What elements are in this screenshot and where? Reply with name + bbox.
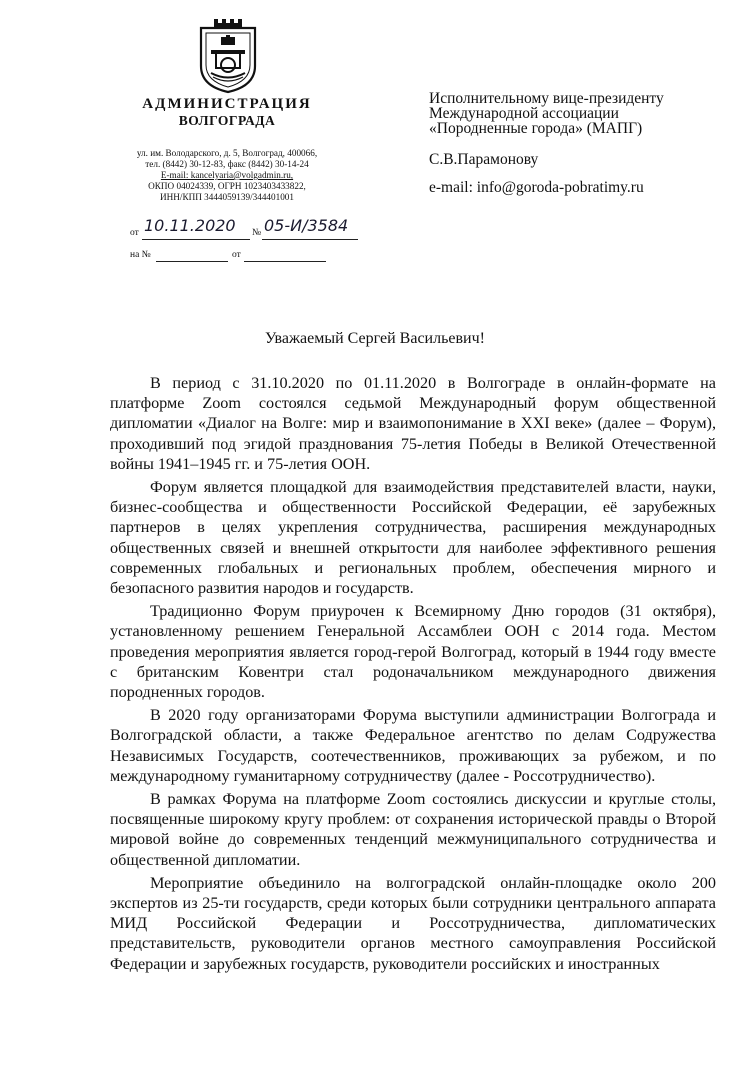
reply-reference	[130, 250, 350, 266]
paragraph: В 2020 году организаторами Форума выступили администрации Волгограда и Волгоградской области, а также Федеральное агентство по делам Содружества Независимых Государств, соотечественников, проживающих за рубежом, и по международному гуманитарному сотрудничеству (далее - Россотрудничество).	[110, 706, 716, 785]
reply-number-prefix: на №	[130, 250, 151, 260]
recipient-name: С.В.Парамонову	[429, 151, 539, 168]
inn-kpp-line: ИНН/КПП 3444059139/344401001	[160, 192, 294, 202]
coat-of-arms-emblem	[197, 16, 259, 94]
number-underline	[262, 239, 358, 240]
recipient-org-line: Международной ассоциации	[429, 105, 619, 122]
reply-date-prefix: от	[232, 250, 241, 260]
recipient-org-name: «Породненные города» (МАПГ)	[429, 120, 643, 137]
org-email-line: E-mail: kancelyaria@volgadmin.ru,	[160, 170, 294, 180]
letter-body	[110, 373, 716, 977]
outgoing-reference	[130, 218, 370, 242]
phone-fax-line: тел. (8442) 30-12-83, факс (8442) 30-14-24	[145, 159, 309, 169]
reply-number-underline	[156, 261, 228, 262]
date-underline	[142, 239, 250, 240]
paragraph: Традиционно Форум приурочен к Всемирному Дню городов (31 октября), установленному решением Генеральной Ассамблеи ООН с 2014 года. Местом проведения мероприятия является город-герой Волгоград, который в 1944 году вместе с британским Ковентри стал родоначальником международного движения породненных городов.	[110, 602, 716, 702]
okpo-ogrn-line: ОКПО 04024339, ОГРН 1023403433822,	[148, 181, 306, 191]
org-name-line2: ВОЛГОГРАДА	[178, 113, 276, 128]
handwritten-number: 05-И/3584	[264, 216, 349, 235]
address-line: ул. им. Володарского, д. 5, Волгоград, 400066,	[136, 148, 318, 158]
number-prefix: №	[252, 228, 262, 238]
date-prefix: от	[130, 228, 139, 238]
recipient-email: e-mail: info@goroda-pobratimy.ru	[429, 179, 644, 196]
paragraph: Форум является площадкой для взаимодействия представителей власти, науки, бизнес-сообщества и общественности Российской Федерации, её зарубежных партнеров в целях укрепления сотрудничества, расширения международных общественных связей и внешней открытости для наиболее эффективного решения современных глобальных и региональных проблем, обеспечения мирного и безопасного развития народов и государств.	[110, 478, 716, 598]
recipient-title-line: Исполнительному вице-президенту	[429, 90, 664, 107]
paragraph: Мероприятие объединило на волгоградской онлайн-площадке около 200 экспертов из 25-ти государств, среди которых были сотрудники центрального аппарата МИД Российской Федерации и Россотрудничества, дипломатических представительств, руководители органов местного самоуправления Российской Федерации и зарубежных государств, руководители российских и иностранных	[110, 873, 716, 973]
org-name-line1: АДМИНИСТРАЦИЯ	[142, 96, 312, 112]
reply-date-underline	[244, 261, 326, 262]
handwritten-date: 10.11.2020	[144, 216, 236, 235]
paragraph: В рамках Форума на платформе Zoom состоялись дискуссии и круглые столы, посвященные широкому кругу проблем: от сохранения исторической правды о Второй мировой войне до современных тенденций межмуниципального сотрудничества и общественной дипломатии.	[110, 790, 716, 869]
salutation: Уважаемый Сергей Васильевич!	[265, 330, 485, 347]
paragraph: В период с 31.10.2020 по 01.11.2020 в Волгограде в онлайн-формате на платформе Zoom состоялся седьмой Международный форум общественной дипломатии «Диалог на Волге: мир и взаимопонимание в XXI веке» (далее – Форум), проходивший под эгидой празднования 75-летия Победы в Великой Отечественной войны 1941–1945 гг. и 75-летия ООН.	[110, 374, 716, 473]
